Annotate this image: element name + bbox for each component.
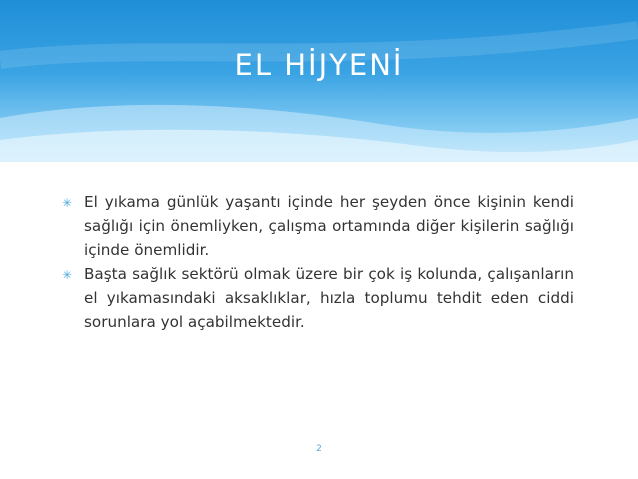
bullet-list [62,190,574,334]
asterisk-bullet-icon: ✳ [62,268,73,282]
bullet-item [62,190,574,262]
bullet-text: Başta sağlık sektörü olmak üzere bir çok iş kolunda, çalışanların el yıkamasındaki aksaklıklar, hızla toplumu tehdit eden ciddi sorunlara yol açabilmektedir. [84,265,574,331]
page-number: 2 [316,444,322,454]
asterisk-bullet-icon: ✳ [62,196,73,210]
bullet-text: El yıkama günlük yaşantı içinde her şeyden önce kişinin kendi sağlığı için önemliyken, çalışma ortamında diğer kişilerin sağlığı içinde önemlidir. [84,193,574,259]
bullet-item [62,262,574,334]
title-banner [0,0,638,162]
slide-title: EL HİJYENİ [234,48,404,82]
